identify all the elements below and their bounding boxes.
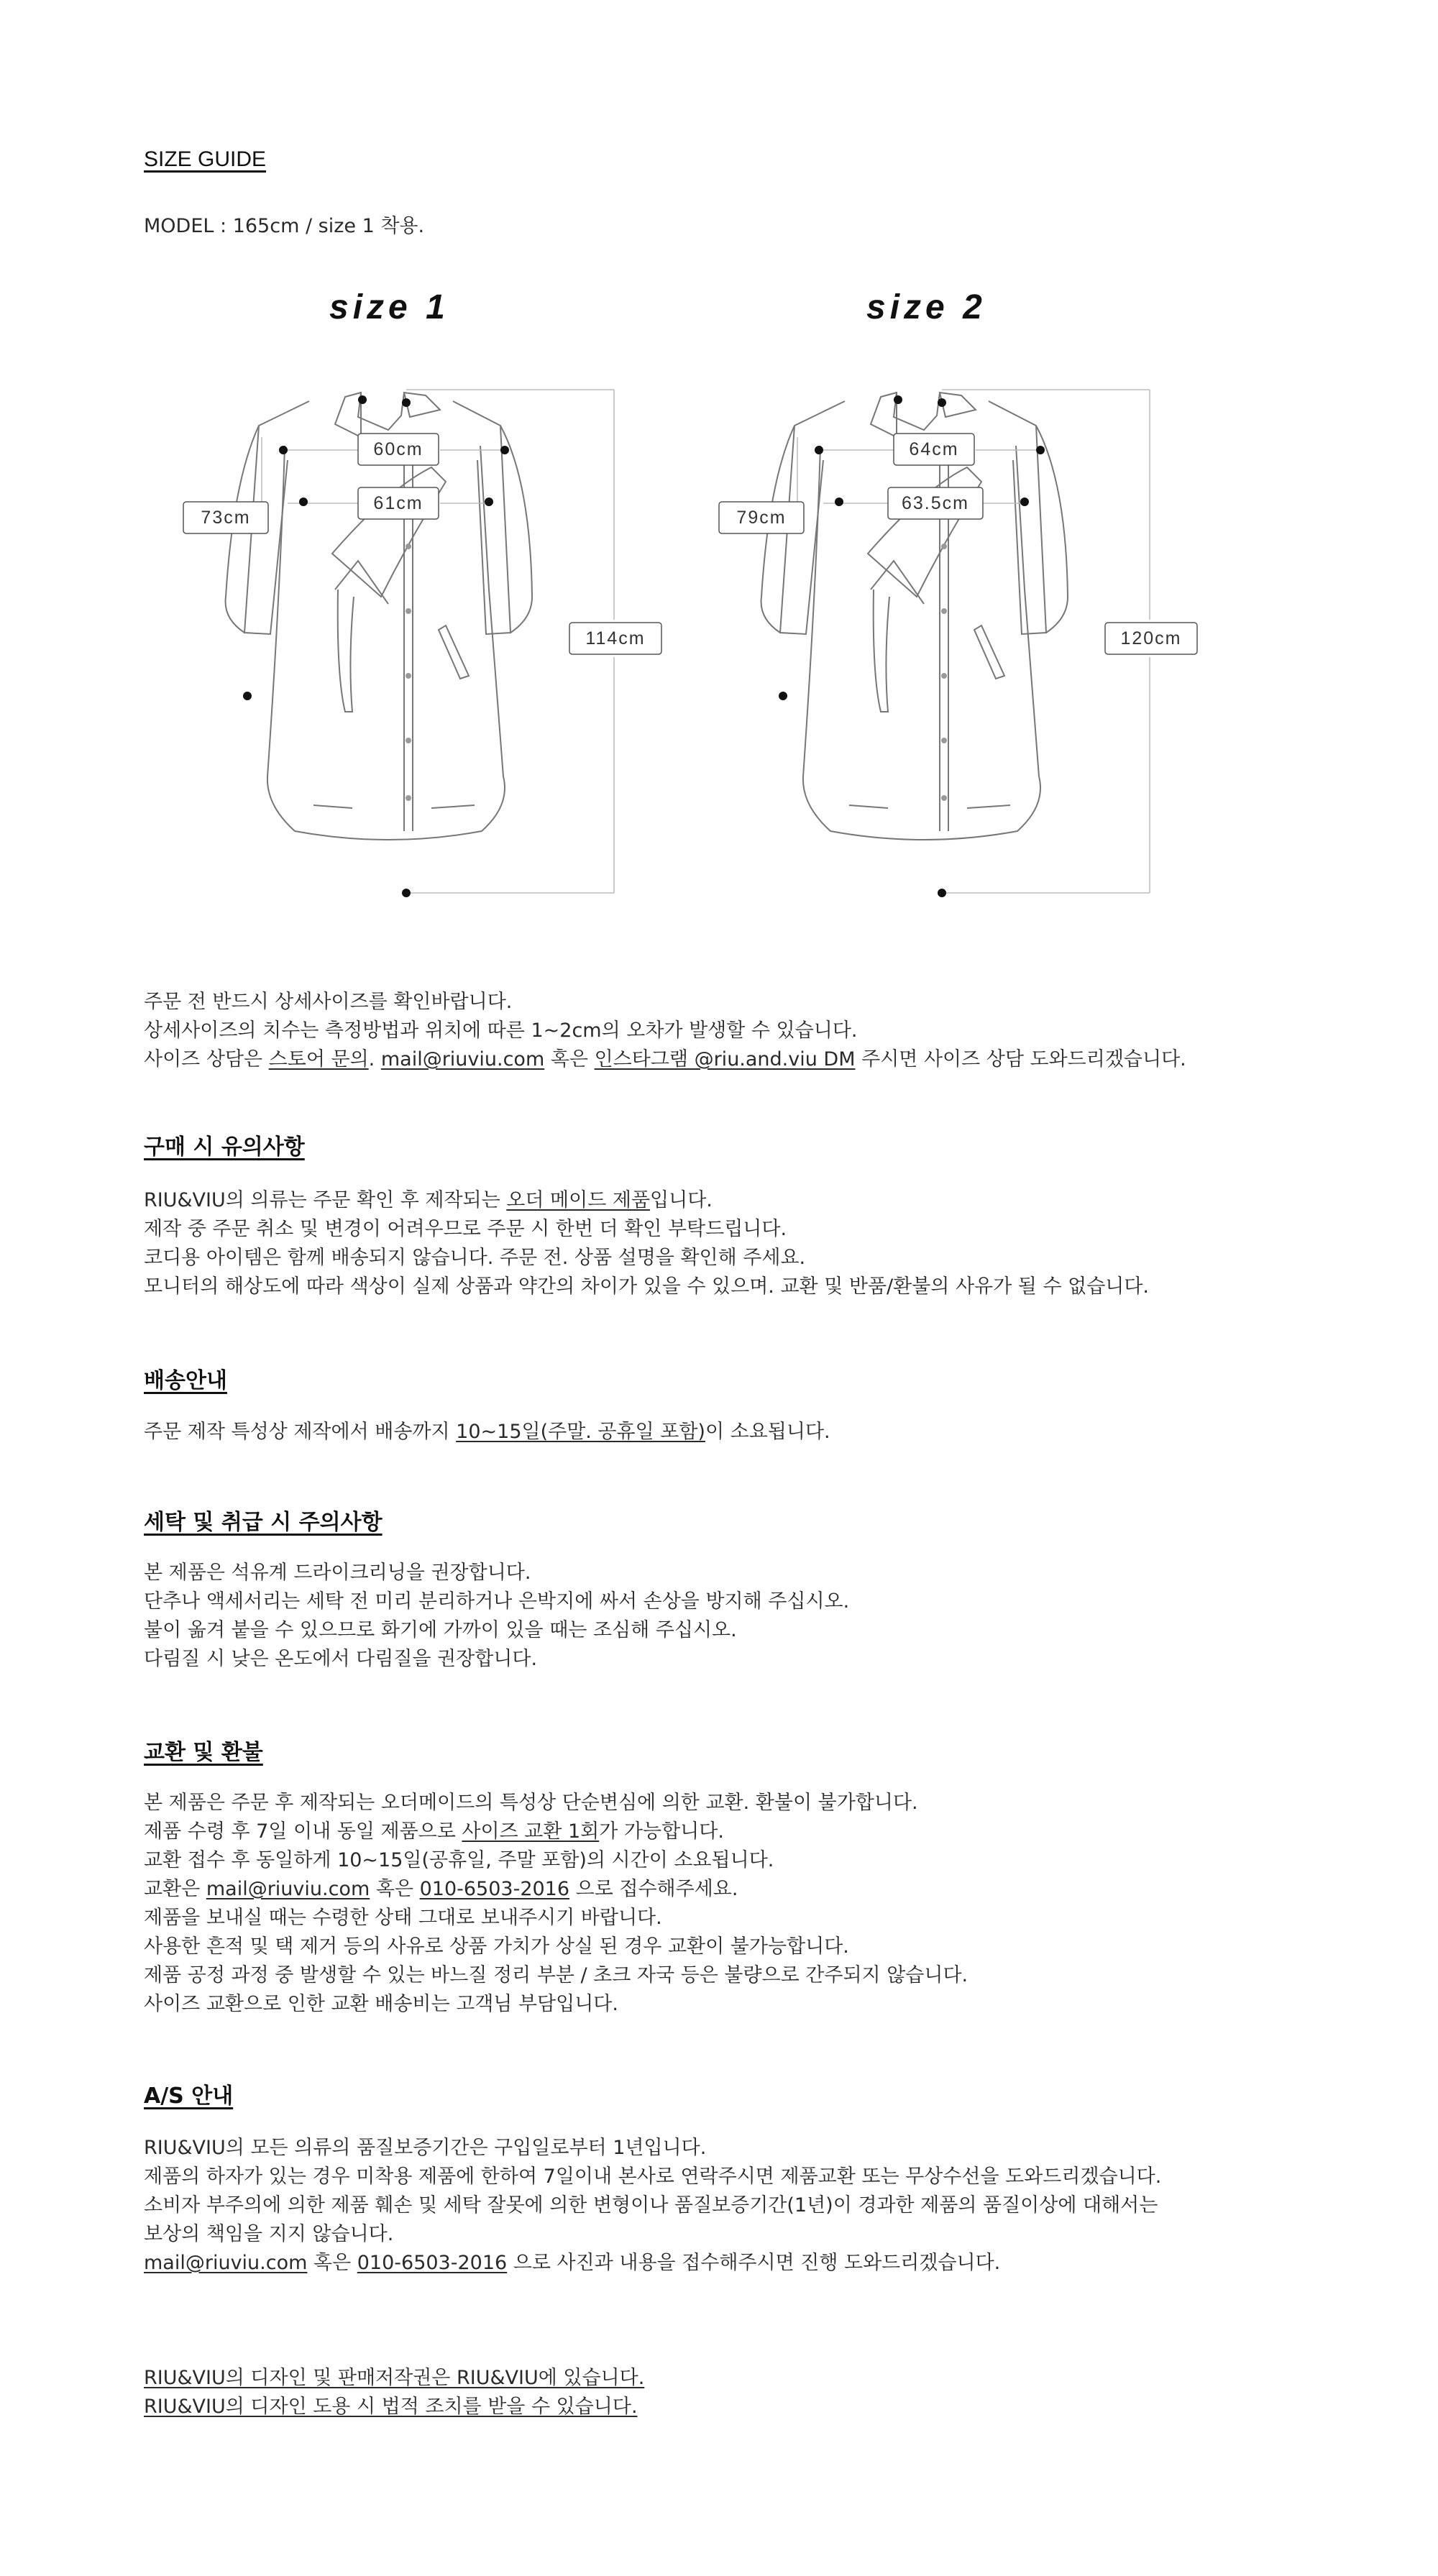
exchange-line-6: 사용한 흔적 및 택 제거 등의 사유로 상품 가치가 상실 된 경우 교환이 불가능합니다.: [144, 1935, 849, 1958]
exchange-line-1: 본 제품은 주문 후 제작되는 오더메이드의 특성상 단순변심에 의한 교환. 환불이 불가합니다.: [144, 1792, 918, 1814]
exchange-text: 가 가능합니다.: [599, 1820, 724, 1843]
sleeve-label: 73cm: [201, 508, 251, 528]
as-text: 혹은: [307, 2252, 357, 2274]
as-line-4: 보상의 책임을 지지 않습니다.: [144, 2223, 394, 2245]
purchase-text: RIU&VIU의 의류는 주문 확인 후 제작되는: [144, 1189, 507, 1211]
sleeve-end-point: [243, 692, 252, 700]
store-inquiry-link[interactable]: 스토어 문의: [268, 1048, 369, 1071]
washing-line-1: 본 제품은 석유계 드라이크리닝을 권장합니다.: [144, 1562, 531, 1584]
notice-line-1: 주문 전 반드시 상세사이즈를 확인바랍니다.: [144, 991, 513, 1013]
measure-labels: [183, 434, 661, 654]
chest-label: 64cm: [909, 439, 959, 459]
as-text: 으로 사진과 내용을 접수해주시면 진행 도와드리겠습니다.: [507, 2252, 1001, 2274]
chest-label: 60cm: [373, 439, 423, 459]
purchase-line-2: 제작 중 주문 취소 및 변경이 어려우므로 주문 시 한번 더 확인 부탁드립니다.: [144, 1218, 787, 1240]
shipping-body: [144, 1418, 830, 1447]
sleeve-label: 79cm: [736, 508, 787, 528]
exchange-line-8: 사이즈 교환으로 인한 교환 배송비는 고객님 부담입니다.: [144, 1993, 618, 2015]
copyright-line-1: RIU&VIU의 디자인 및 판매저작권은 RIU&VIU에 있습니다.: [144, 2367, 645, 2389]
purchase-text: 입니다.: [650, 1189, 713, 1211]
measure-labels: [719, 434, 1197, 654]
neck-point-1: [938, 398, 946, 407]
exchange-line-7: 제품 공정 과정 중 발생할 수 있는 바느질 정리 부분 / 초크 자국 등은 불량으로 간주되지 않습니다.: [144, 1964, 968, 1986]
exchange-line-5: 제품을 보내실 때는 수령한 상태 그대로 보내주시기 바랍니다.: [144, 1907, 662, 1929]
exchange-text: 제품 수령 후 7일 이내 동일 제품으로: [144, 1820, 462, 1843]
notice-text: 사이즈 상담은: [144, 1048, 269, 1071]
size-2-title: size 2: [866, 288, 986, 326]
email-link[interactable]: mail@riuviu.com: [380, 1048, 545, 1071]
chest-right-point: [1036, 446, 1045, 454]
size-1-title: size 1: [329, 288, 449, 326]
shipping-title: 배송안내: [144, 1368, 227, 1393]
collar-point: [358, 395, 367, 404]
coat-buttons: [941, 544, 947, 801]
chest-right-point: [500, 446, 509, 454]
waist-label: 61cm: [373, 493, 423, 513]
sleeve-end-point: [779, 692, 787, 700]
as-title: A/S 안내: [144, 2084, 234, 2109]
size-notice: [144, 988, 1186, 1074]
shipping-period-link[interactable]: 10~15일(주말. 공휴일 포함): [456, 1421, 705, 1443]
model-info: MODEL : 165cm / size 1 착용.: [144, 215, 425, 237]
collar-point: [894, 395, 902, 404]
notice-line-2: 상세사이즈의 치수는 측정방법과 위치에 따른 1~2cm의 오차가 발생할 수 있습니다.: [144, 1019, 858, 1042]
exchange-line-2: [144, 1818, 968, 1846]
size-2-coat-diagram: [708, 374, 1226, 906]
as-line-3: 소비자 부주의에 의한 제품 훼손 및 세탁 잘못에 의한 변형이나 품질보증기간(1년)이 경과한 제품의 품질이상에 대해서는: [144, 2194, 1158, 2217]
washing-body: [144, 1559, 849, 1674]
coat-buttons: [406, 544, 411, 801]
exchange-text: 교환은: [144, 1878, 206, 1900]
instagram-link[interactable]: 인스타그램 @riu.and.viu DM: [594, 1048, 856, 1071]
as-line-2: 제품의 하자가 있는 경우 미착용 제품에 한하여 7일이내 본사로 연락주시면 제품교환 또는 무상수선을 도와드리겠습니다.: [144, 2165, 1162, 2188]
phone-link[interactable]: 010-6503-2016: [357, 2252, 508, 2274]
hem-point: [938, 889, 946, 897]
exchange-text: 으로 접수해주세요.: [569, 1878, 738, 1900]
waist-label: 63.5cm: [902, 493, 969, 513]
washing-line-3: 불이 옮겨 붙을 수 있으므로 화기에 가까이 있을 때는 조심해 주십시오.: [144, 1619, 737, 1641]
washing-line-2: 단추나 액세서리는 세탁 전 미리 분리하거나 은박지에 싸서 손상을 방지해 주십시오.: [144, 1590, 850, 1613]
copyright: [144, 2364, 644, 2421]
size-1-coat-diagram: [173, 374, 690, 906]
size-guide-title: SIZE GUIDE: [144, 147, 267, 171]
purchase-title: 구매 시 유의사항: [144, 1135, 305, 1160]
hem-point: [402, 889, 411, 897]
email-link[interactable]: mail@riuviu.com: [206, 1878, 370, 1900]
chest-left-point: [815, 446, 823, 454]
as-line-1: RIU&VIU의 모든 의류의 품질보증기간은 구입일로부터 1년입니다.: [144, 2137, 707, 2159]
as-body: [144, 2134, 1161, 2278]
waist-left-point: [299, 498, 308, 506]
purchase-line-1: [144, 1186, 1149, 1215]
notice-sep: .: [368, 1048, 381, 1071]
exchange-title: 교환 및 환불: [144, 1740, 263, 1765]
washing-title: 세탁 및 취급 시 주의사항: [144, 1510, 383, 1535]
waist-right-point: [1020, 498, 1029, 506]
shipping-text: 주문 제작 특성상 제작에서 배송까지: [144, 1421, 457, 1443]
exchange-text: 혹은: [370, 1878, 420, 1900]
purchase-body: [144, 1186, 1149, 1301]
size-exchange-link[interactable]: 사이즈 교환 1회: [462, 1820, 600, 1843]
waist-right-point: [485, 498, 493, 506]
exchange-line-4: [144, 1875, 968, 1904]
length-label: 120cm: [1120, 628, 1182, 648]
notice-text: 혹은: [544, 1048, 595, 1071]
chest-left-point: [279, 446, 288, 454]
waist-left-point: [835, 498, 843, 506]
shipping-text: 이 소요됩니다.: [705, 1421, 830, 1443]
purchase-line-3: 코디용 아이템은 함께 배송되지 않습니다. 주문 전. 상품 설명을 확인해 주세요.: [144, 1247, 806, 1269]
notice-text: 주시면 사이즈 상담 도와드리겠습니다.: [855, 1048, 1186, 1071]
exchange-line-3: 교환 접수 후 동일하게 10~15일(공휴일, 주말 포함)의 시간이 소요됩니다.: [144, 1849, 774, 1871]
length-label: 114cm: [585, 628, 646, 648]
notice-line-3: [144, 1045, 1186, 1074]
purchase-line-4: 모니터의 해상도에 따라 색상이 실제 상품과 약간의 차이가 있을 수 있으며. 교환 및 반품/환불의 사유가 될 수 없습니다.: [144, 1275, 1150, 1298]
washing-line-4: 다림질 시 낮은 온도에서 다림질을 권장합니다.: [144, 1648, 538, 1670]
copyright-line-2: RIU&VIU의 디자인 도용 시 법적 조치를 받을 수 있습니다.: [144, 2396, 638, 2418]
order-made-link[interactable]: 오더 메이드 제품: [506, 1189, 651, 1211]
neck-point-1: [402, 398, 411, 407]
as-line-5: [144, 2249, 1161, 2278]
shipping-line-1: [144, 1418, 830, 1447]
exchange-body: [144, 1789, 968, 2019]
phone-link[interactable]: 010-6503-2016: [419, 1878, 570, 1900]
email-link[interactable]: mail@riuviu.com: [144, 2252, 308, 2274]
